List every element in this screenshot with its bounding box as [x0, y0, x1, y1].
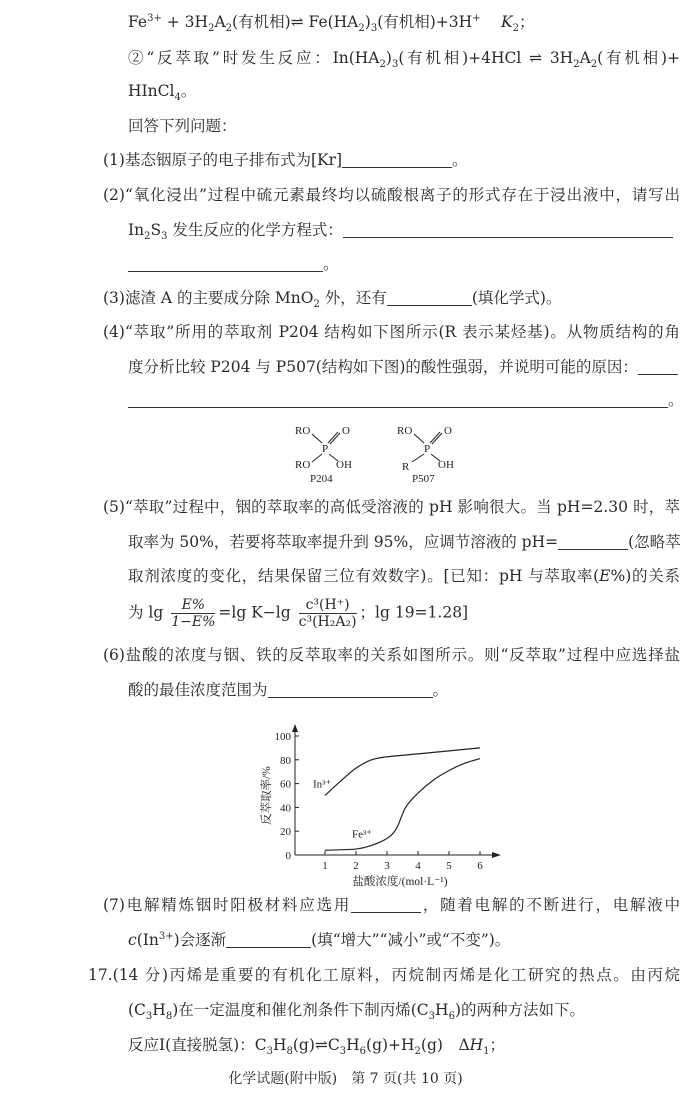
- subscript: 2: [144, 231, 151, 243]
- subscript: 6: [448, 1011, 455, 1023]
- back-extraction-reaction-cont: [128, 81, 197, 104]
- text-run: H: [469, 1036, 484, 1054]
- formula-prefix: 为 lg: [128, 603, 164, 622]
- subscript: 3: [339, 1046, 347, 1058]
- text-run: (填化学式)。: [471, 289, 562, 307]
- text-run: 。: [668, 391, 684, 409]
- superscript: +: [472, 12, 481, 24]
- text-run: (6)盐酸的浓度与铟、铁的反萃取率的关系如图所示。则“反萃取”过程中应选择盐: [103, 646, 680, 664]
- x-axis-label: 盐酸浓度/(mol·L⁻¹): [352, 876, 448, 888]
- text-run: ②“反萃取”时发生反应：In(HA: [128, 49, 380, 67]
- question-6: [103, 645, 680, 665]
- text-run: )的两种方法如下。: [454, 1001, 586, 1019]
- series-label-fe: Fe³⁺: [352, 828, 373, 841]
- text-run: H: [272, 1036, 287, 1054]
- subscript: 3: [266, 1046, 273, 1058]
- question-2-cont: [128, 220, 673, 243]
- text-run: (7)电解精炼铟时阳极材料应选用: [103, 896, 352, 914]
- subscript: 3: [391, 59, 399, 71]
- series-label-in: In³⁺: [313, 778, 332, 791]
- text-run: (5)“萃取”过程中，铟的萃取率的高低受溶液的 pH 影响很大。当 pH=2.30 时，萃: [103, 498, 680, 516]
- text-run: 。: [452, 151, 468, 169]
- text-run: 酸的最佳浓度范围为: [128, 681, 268, 699]
- text-run: (有机相)+: [597, 49, 680, 67]
- text-run: H: [152, 1001, 166, 1019]
- p507-center: P: [424, 443, 431, 455]
- back-extraction-reaction: [128, 48, 680, 71]
- text-run: %)的关系: [610, 567, 680, 585]
- p204-bottom-right: OH: [336, 459, 352, 471]
- text-run: [481, 13, 501, 31]
- y-tick-label: 0: [285, 850, 291, 862]
- text-run: ): [385, 49, 392, 67]
- text-run: (g)⇌C: [292, 1036, 340, 1054]
- text-run: (g)+H: [366, 1036, 415, 1054]
- text-run: Fe: [128, 13, 148, 31]
- x-tick-label: 6: [477, 860, 483, 872]
- text-run: )会逐渐: [173, 931, 227, 949]
- subscript: 2: [379, 59, 386, 71]
- superscript: 3+: [158, 930, 174, 942]
- fraction-denominator: c³(H₂A₂): [298, 614, 357, 630]
- structure-p507: [397, 425, 454, 485]
- question-4: [103, 322, 680, 342]
- superscript: 3+: [147, 12, 162, 24]
- question-3: [103, 288, 562, 311]
- text-run: (g) Δ: [420, 1036, 470, 1054]
- text-run: S: [150, 221, 162, 239]
- text-run: (4)“萃取”所用的萃取剂 P204 结构如下图所示(R 表示某烃基)。从物质结构的角: [103, 323, 680, 341]
- text-run: 。: [323, 255, 339, 273]
- subscript: 8: [286, 1046, 293, 1058]
- question-5-cont: [128, 532, 681, 552]
- fraction-denominator: 1−E%: [171, 614, 216, 630]
- p507-top-left: RO: [397, 425, 413, 437]
- problem-17-cont: [128, 1000, 586, 1023]
- text-run: (忽略萃: [628, 533, 681, 551]
- y-tick-label: 40: [280, 802, 291, 815]
- subscript: 3: [370, 23, 378, 35]
- answer-blank: [638, 358, 678, 375]
- p507-bottom-left: R: [402, 461, 410, 473]
- axes: [295, 728, 498, 855]
- subscript: 2: [208, 23, 215, 35]
- text-run: (In: [136, 931, 159, 949]
- question-7-cont: [128, 930, 510, 950]
- answer-blank: [351, 896, 421, 913]
- question-4-blank: [128, 390, 684, 410]
- text-run: 17.(14 分)丙烯是重要的有机化工原料，丙烷制丙烯是化工研究的热点。由丙烷: [88, 966, 680, 984]
- p204-top-right: O: [342, 425, 350, 437]
- structure-p204: [295, 425, 352, 485]
- p204-top-left: RO: [295, 425, 311, 437]
- p507-top-right: O: [444, 425, 452, 437]
- subscript: 2: [414, 1046, 421, 1058]
- subscript: 3: [428, 1011, 436, 1023]
- text-run: (1)基态铟原子的电子排布式为[Kr]: [103, 151, 343, 169]
- text-run: (填“增大”“减小”或“不变”)。: [311, 931, 511, 949]
- text-run: 发生反应的化学方程式：: [167, 221, 343, 239]
- reaction-1: [128, 1035, 506, 1058]
- p507-label: P507: [412, 473, 435, 485]
- answer-blank: [128, 391, 668, 408]
- text-run: 。: [432, 681, 449, 699]
- question-6-cont: [128, 680, 448, 700]
- text-run: (有机相)+4HCl ⇌ 3H: [398, 49, 574, 67]
- y-tick-label: 80: [280, 754, 291, 767]
- text-run: E: [599, 567, 611, 585]
- text-run: H: [435, 1001, 449, 1019]
- x-tick-label: 4: [415, 860, 421, 872]
- answer-blank: [342, 151, 452, 168]
- question-4-cont: [128, 357, 678, 377]
- fraction-concentration: [299, 597, 357, 630]
- y-axis-label: 反萃取率/%: [261, 766, 273, 825]
- subscript: 3: [161, 231, 168, 243]
- subscript: 2: [225, 23, 233, 35]
- x-tick-label: 5: [446, 860, 452, 872]
- subscript: 2: [512, 23, 519, 35]
- x-tick-label: 2: [353, 860, 359, 872]
- question-2: [103, 185, 680, 205]
- x-tick-label: 3: [384, 860, 390, 872]
- answer-blank: [268, 681, 433, 698]
- x-tick-label: 1: [322, 860, 328, 872]
- text-run: 取剂浓度的变化，结果保留三位有效数字)。[已知：pH 与萃取率(: [128, 567, 600, 585]
- fraction-extraction-rate: [171, 597, 215, 630]
- text-run: HInCl: [128, 82, 175, 100]
- p204-label: P204: [310, 473, 333, 485]
- subscript: 6: [359, 1046, 367, 1058]
- answer-blank: [387, 289, 472, 306]
- subscript: 2: [573, 59, 580, 71]
- subscript: 4: [174, 92, 181, 104]
- back-extraction-chart: [250, 720, 510, 890]
- answer-prompt: [128, 116, 237, 136]
- y-tick-label: 60: [280, 778, 291, 791]
- question-7: [103, 895, 680, 915]
- question-2-blank: [128, 254, 339, 274]
- text-run: (C: [128, 1001, 146, 1019]
- text-run: ；: [518, 13, 535, 31]
- p204-bottom-left: RO: [295, 459, 311, 471]
- equation-fe-extraction: [128, 12, 535, 35]
- series-line-fe: [325, 759, 480, 851]
- question-5-cont2: [128, 566, 680, 586]
- formula-middle: =lg K−lg: [218, 603, 291, 622]
- text-run: H: [346, 1036, 360, 1054]
- text-run: In: [128, 221, 145, 239]
- y-tick-label: 100: [274, 731, 291, 743]
- text-run: )在一定温度和催化剂条件下制丙烯(C: [172, 1001, 429, 1019]
- text-run: (2)“氧化浸出”过程中硫元素最终均以硫酸根离子的形式存在于浸出液中，请写出: [103, 186, 680, 204]
- structural-formulas: [290, 420, 490, 490]
- question-5: [103, 497, 680, 517]
- subscript: 1: [483, 1046, 490, 1058]
- page-footer: 化学试题(附中版) 第 7 页(共 10 页): [228, 1071, 463, 1087]
- ph-formula: [128, 597, 468, 630]
- subscript: 2: [358, 23, 365, 35]
- question-1: [103, 150, 468, 170]
- p204-center: P: [322, 443, 329, 455]
- answer-blank: [343, 221, 673, 238]
- text-run: (有机相)⇌ Fe(HA: [232, 13, 359, 31]
- text-run: 取率为 50%，若要将萃取率提升到 95%，应调节溶液的 pH=: [128, 533, 559, 551]
- answer-blank: [226, 931, 311, 948]
- text-run: (有机相)+3H: [377, 13, 473, 31]
- text-run: 回答下列问题：: [128, 117, 237, 135]
- text-run: (3)滤渣 A 的主要成分除 MnO: [103, 289, 314, 307]
- text-run: + 3H: [161, 13, 209, 31]
- p507-bottom-right: OH: [438, 459, 454, 471]
- formula-suffix: ；lg 19=1.28]: [359, 603, 469, 622]
- text-run: 反应Ⅰ(直接脱氢)：C: [128, 1036, 267, 1054]
- subscript: 2: [313, 299, 320, 311]
- y-tick-label: 20: [280, 826, 291, 839]
- axis-arrows: [292, 724, 501, 858]
- text-run: 。: [180, 82, 197, 100]
- text-run: 度分析比较 P204 与 P507(结构如下图)的酸性强弱，并说明可能的原因：: [128, 358, 638, 376]
- text-run: c: [128, 931, 137, 949]
- text-run: ): [364, 13, 371, 31]
- text-run: 外，还有: [319, 289, 387, 307]
- series-line-in: [325, 748, 480, 796]
- answer-blank: [558, 533, 628, 550]
- text-run: A: [579, 49, 591, 67]
- text-run: ，随着电解的不断进行，电解液中: [421, 896, 680, 914]
- subscript: 8: [165, 1011, 173, 1023]
- problem-17: [88, 965, 680, 985]
- text-run: A: [214, 13, 226, 31]
- text-run: K: [501, 13, 513, 31]
- answer-blank: [128, 255, 323, 272]
- subscript: 3: [145, 1011, 153, 1023]
- fraction-numerator: E%: [171, 597, 215, 614]
- fraction-numerator: c³(H⁺): [299, 597, 357, 614]
- text-run: ；: [489, 1036, 506, 1054]
- subscript: 2: [590, 59, 598, 71]
